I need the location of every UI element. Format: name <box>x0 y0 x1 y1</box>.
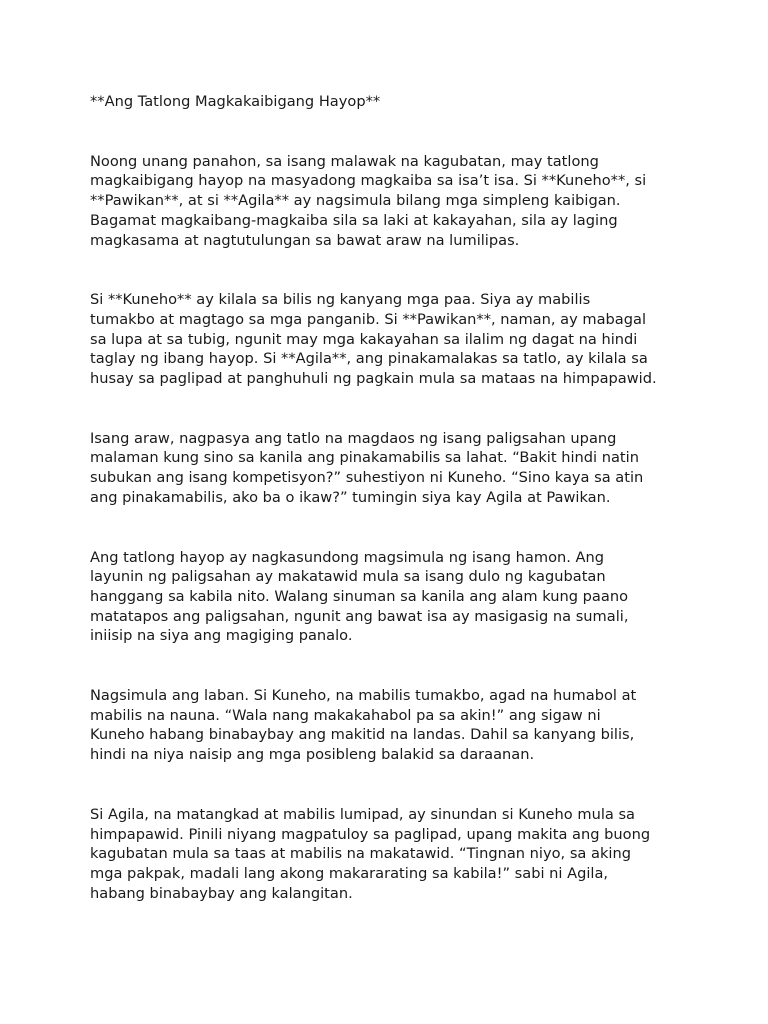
document-title: **Ang Tatlong Magkakaibigang Hayop** <box>90 93 381 110</box>
paragraph-line: **Pawikan**, at si **Agila** ay nagsimula bilang mga simpleng kaibigan. <box>90 192 621 210</box>
paragraph-line: Nagsimula ang laban. Si Kuneho, na mabilis tumakbo, agad na humabol at <box>90 687 637 705</box>
paragraph-line: magkaibigang hayop na masyadong magkaiba sa isa’t isa. Si **Kuneho**, si <box>90 172 647 190</box>
paragraph-1 <box>90 152 680 251</box>
paragraph-line: matatapos ang paligsahan, ngunit ang bawat isa ay masigasig na sumali, <box>90 607 629 625</box>
paragraph-line: hindi na niya naisip ang mga posibleng balakid sa daraanan. <box>90 746 535 764</box>
paragraph-line: kagubatan mula sa taas at mabilis na makatawid. “Tingnan niyo, sa aking <box>90 845 631 863</box>
paragraph-line: himpapawid. Pinili niyang magpatuloy sa paglipad, upang makita ang buong <box>90 825 651 843</box>
paragraph-line: hanggang sa kabila nito. Walang sinuman sa kanila ang alam kung paano <box>90 587 628 605</box>
paragraph-line: sa lupa at sa tubig, ngunit may mga kakayahan sa ilalim ng dagat na hindi <box>90 330 638 348</box>
paragraph-line: mabilis na nauna. “Wala nang makakahabol pa sa akin!” ang sigaw ni <box>90 706 601 724</box>
paragraph-line: Isang araw, nagpasya ang tatlo na magdaos ng isang paligsahan upang <box>90 429 617 447</box>
paragraph-line: layunin ng paligsahan ay makatawid mula sa isang dulo ng kagubatan <box>90 568 606 586</box>
paragraph-line: Si Agila, na matangkad at mabilis lumipad, ay sinundan si Kuneho mula sa <box>90 805 635 823</box>
paragraph-line: taglay ng ibang hayop. Si **Agila**, ang pinakamalakas sa tatlo, ay kilala sa <box>90 350 648 368</box>
paragraph-line: mga pakpak, madali lang akong makararating sa kabila!” sabi ni Agila, <box>90 864 609 882</box>
paragraph-line: iniisip na siya ang magiging panalo. <box>90 627 353 645</box>
paragraph-4 <box>90 548 680 647</box>
paragraph-line: Kuneho habang binabaybay ang makitid na landas. Dahil sa kanyang bilis, <box>90 726 635 744</box>
paragraph-line: husay sa paglipad at panghuhuli ng pagkain mula sa mataas na himpapawid. <box>90 370 657 388</box>
paragraph-line: ang pinakamabilis, ako ba o ikaw?” tumingin siya kay Agila at Pawikan. <box>90 488 611 506</box>
paragraph-line: Bagamat magkaibang-magkaiba sila sa laki at kakayahan, sila ay laging <box>90 211 618 229</box>
paragraph-line: magkasama at nagtutulungan sa bawat araw na lumilipas. <box>90 231 520 249</box>
paragraph-line: Si **Kuneho** ay kilala sa bilis ng kanyang mga paa. Siya ay mabilis <box>90 291 591 309</box>
paragraph-5 <box>90 686 680 765</box>
paragraph-line: tumakbo at magtago sa mga panganib. Si **Pawikan**, naman, ay mabagal <box>90 310 647 328</box>
paragraph-line: habang binabaybay ang kalangitan. <box>90 884 353 902</box>
paragraph-line: Ang tatlong hayop ay nagkasundong magsimula ng isang hamon. Ang <box>90 548 605 566</box>
paragraph-6 <box>90 805 680 904</box>
paragraph-line: Noong unang panahon, sa isang malawak na kagubatan, may tatlong <box>90 152 599 170</box>
paragraph-line: subukan ang isang kompetisyon?” suhestiyon ni Kuneho. “Sino kaya sa atin <box>90 469 644 487</box>
paragraph-2 <box>90 290 680 389</box>
paragraph-line: malaman kung sino sa kanila ang pinakamabilis sa lahat. “Bakit hindi natin <box>90 449 639 467</box>
paragraph-3 <box>90 429 680 508</box>
